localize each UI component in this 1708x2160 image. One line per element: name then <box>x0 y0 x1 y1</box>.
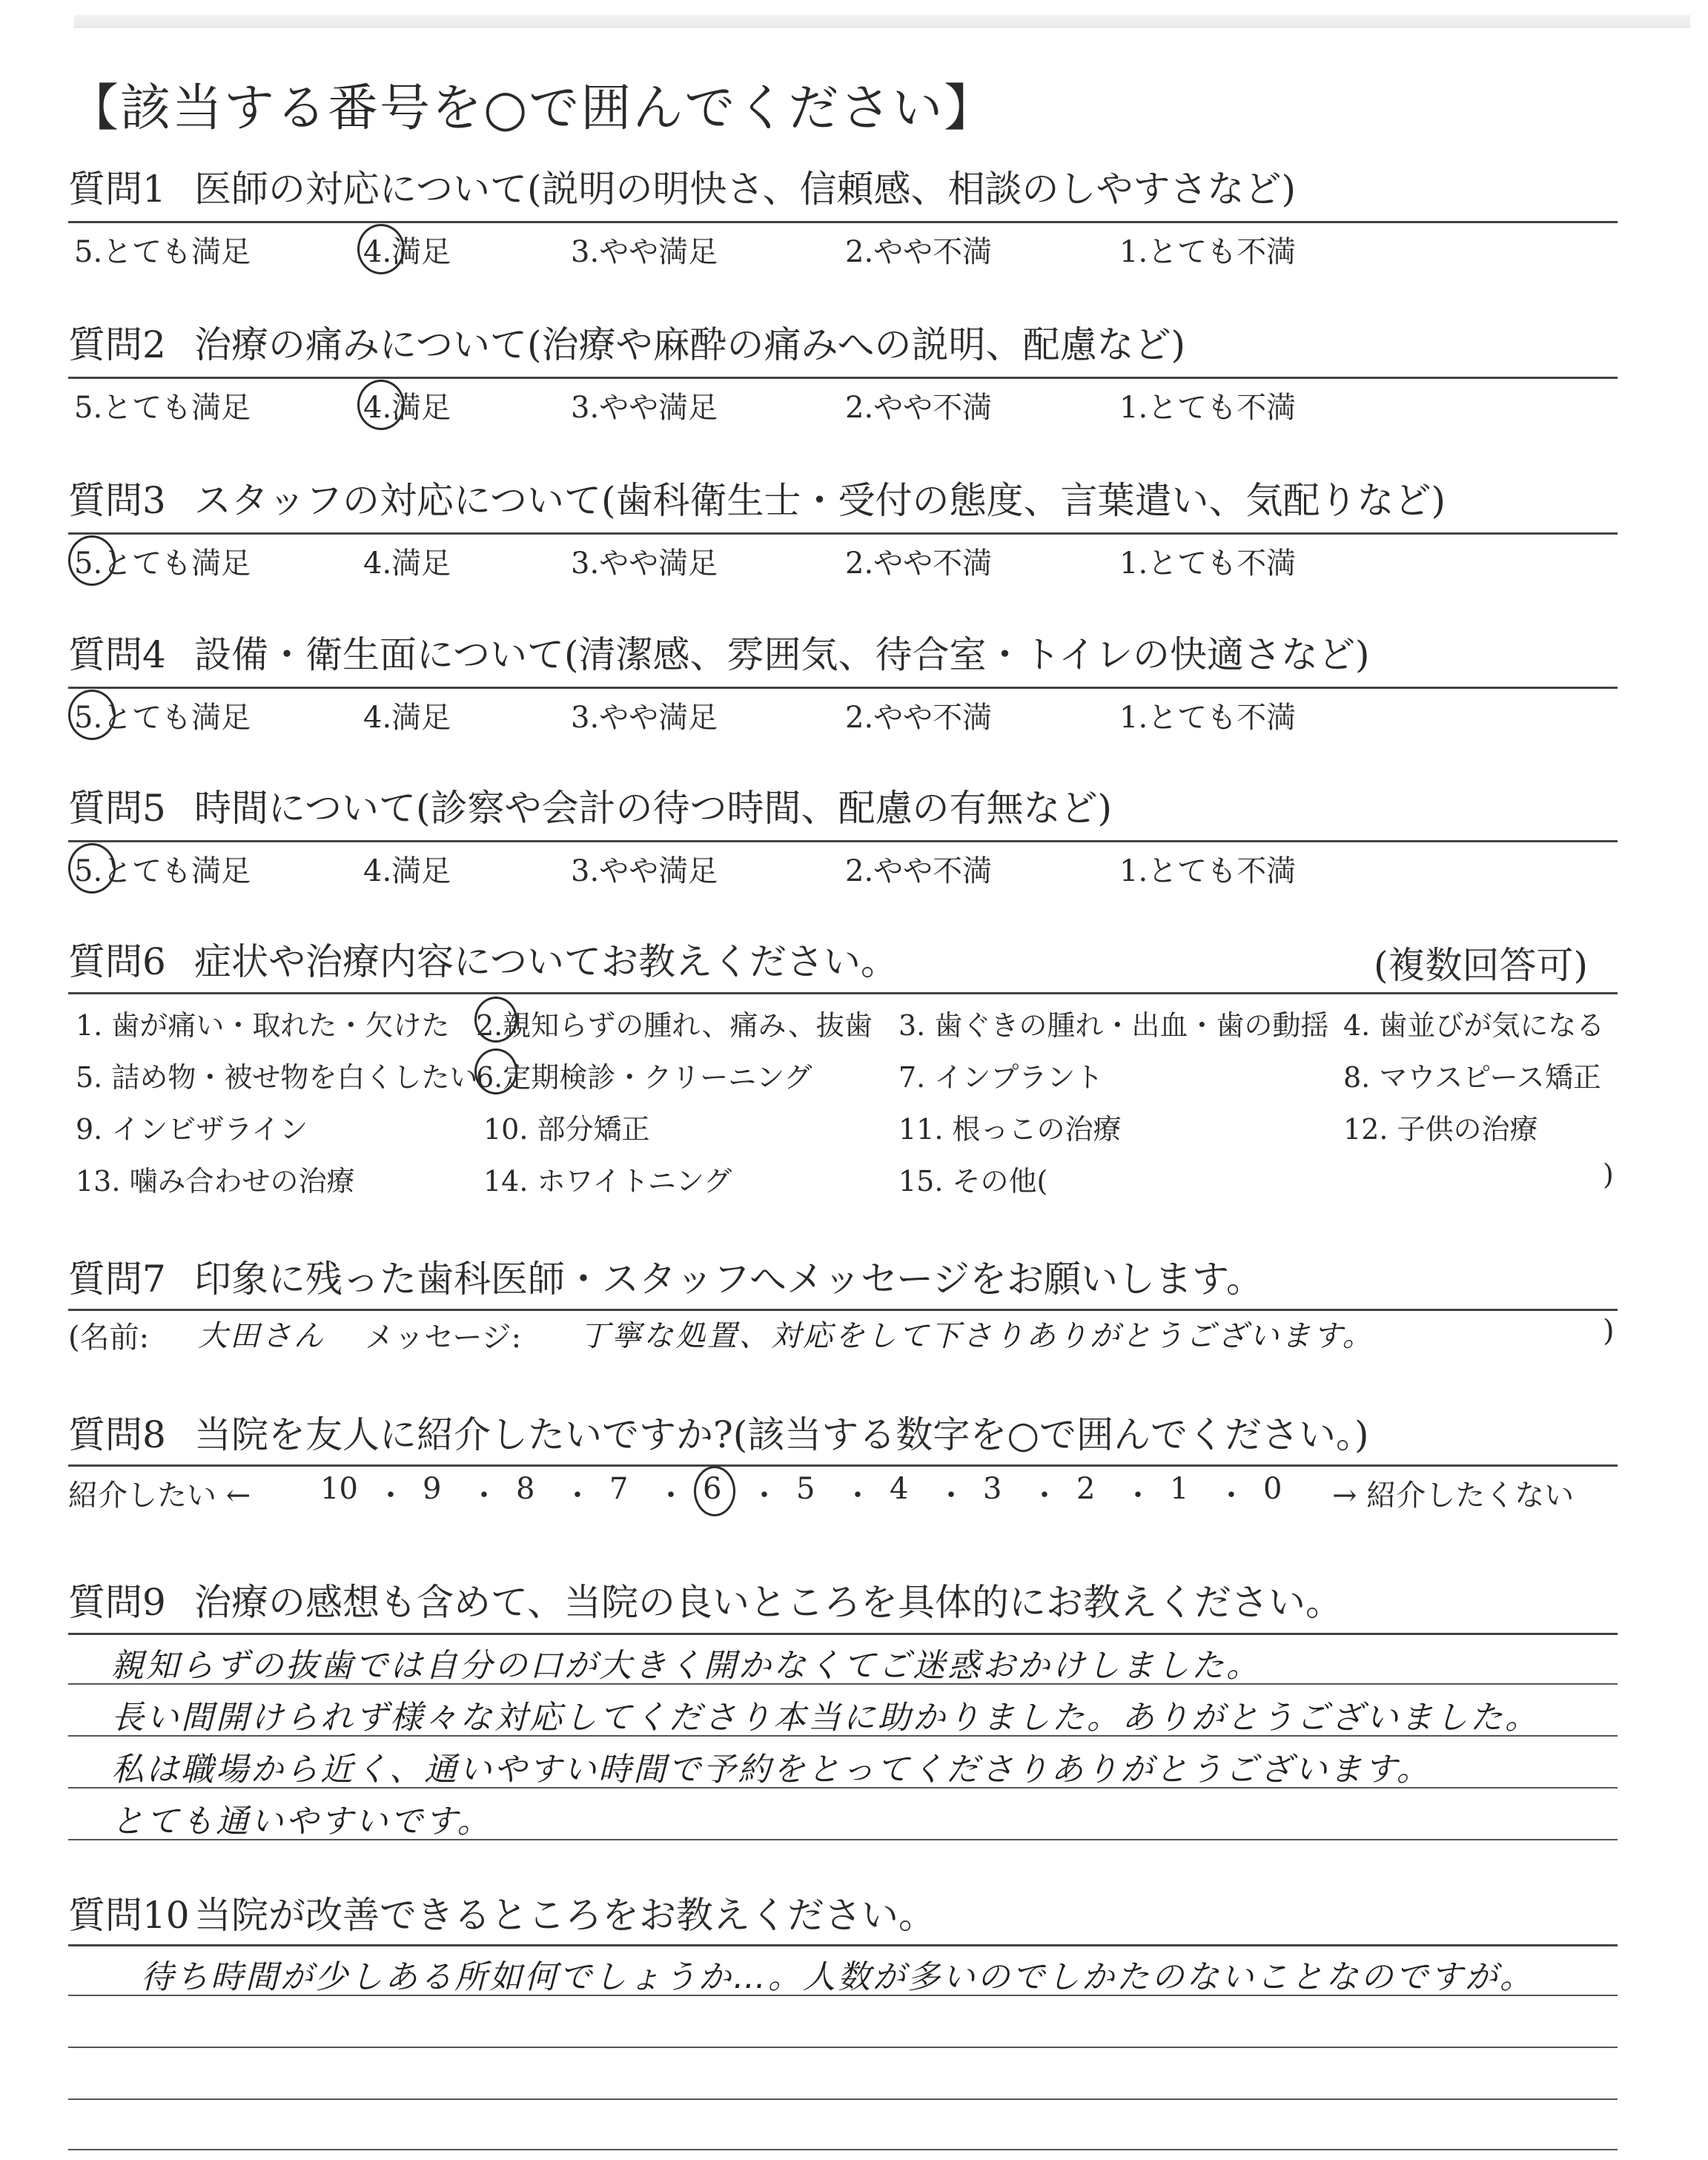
scale-separator: ・ <box>1030 1479 1059 1513</box>
rating-option[interactable]: 3.やや満足 <box>571 546 718 581</box>
rating-option[interactable]: 2.やや不満 <box>845 546 993 581</box>
question-number: 質問10 <box>68 1894 190 1937</box>
other-close-paren: ) <box>1603 1158 1614 1191</box>
scale-value[interactable]: 4 <box>890 1472 909 1506</box>
question-10 <box>68 1889 1618 1941</box>
rating-option[interactable]: 4.満足 <box>363 546 451 581</box>
q9-answer-line-3[interactable]: 私は職場から近く、通いやすい時間で予約をとってくださりありがとうございます。 <box>111 1751 1431 1789</box>
question-number: 質問6 <box>68 940 166 983</box>
symptom-option-2[interactable]: 2.親知らずの腫れ、痛み、抜歯 <box>476 1009 873 1042</box>
rating-options <box>74 694 1623 739</box>
name-value[interactable]: 大田さん <box>198 1319 325 1353</box>
message-value[interactable]: 丁寧な処置、対応をして下さりありがとうございます。 <box>580 1319 1374 1353</box>
question-5 <box>68 782 1618 834</box>
question-text: 医師の対応について(説明の明快さ、信頼感、相談のしやすさなど) <box>194 168 1297 211</box>
question-number: 質問1 <box>68 168 166 211</box>
rating-options <box>74 848 1623 892</box>
symptom-option-6[interactable]: 6.定期検診・クリーニング <box>476 1061 812 1094</box>
rating-options <box>74 540 1623 584</box>
rating-options <box>74 384 1623 429</box>
scale-separator: ・ <box>1123 1479 1153 1513</box>
name-label: (名前: <box>68 1321 150 1355</box>
question-3 <box>68 475 1618 526</box>
scale-separator: ・ <box>749 1479 779 1513</box>
symptom-option-1[interactable]: 1. 歯が痛い・取れた・欠けた <box>76 1009 450 1042</box>
scale-value[interactable]: 6 <box>703 1472 722 1506</box>
selected-option-circle <box>68 535 116 586</box>
rating-option[interactable]: 2.やや不満 <box>845 391 993 425</box>
symptom-option-14[interactable]: 14. ホワイトニング <box>483 1165 732 1198</box>
scale-separator: ・ <box>1217 1479 1246 1513</box>
question-7-rule <box>68 1309 1618 1311</box>
rating-option[interactable]: 5.とても満足 <box>74 854 251 888</box>
scale-separator: ・ <box>656 1479 686 1513</box>
selected-scale-circle <box>694 1466 735 1516</box>
rating-option[interactable]: 3.やや満足 <box>571 391 718 425</box>
question-number: 質問7 <box>68 1258 166 1301</box>
scale-value[interactable]: 5 <box>796 1472 815 1506</box>
symptom-option-9[interactable]: 9. インビザライン <box>76 1113 308 1146</box>
scale-value[interactable]: 9 <box>423 1472 442 1506</box>
symptom-option-8[interactable]: 8. マウスピース矯正 <box>1343 1061 1601 1094</box>
question-10-rule <box>68 1944 1618 1946</box>
message-row <box>68 1314 1618 1358</box>
question-text: 当院を友人に紹介したいですか?(該当する数字を○で囲んでください。) <box>194 1413 1369 1456</box>
rating-option[interactable]: 5.とても満足 <box>74 546 251 581</box>
rating-option[interactable]: 5.とても満足 <box>74 391 251 425</box>
question-text: 治療の痛みについて(治療や麻酔の痛みへの説明、配慮など) <box>194 323 1186 366</box>
symptom-option-12[interactable]: 12. 子供の治療 <box>1343 1113 1538 1146</box>
q9-answer-line-4[interactable]: とても通いやすいです。 <box>111 1803 492 1840</box>
rating-option[interactable]: 5.とても満足 <box>74 701 251 735</box>
scale-value[interactable]: 10 <box>320 1472 358 1506</box>
message-close-paren: ) <box>1603 1314 1615 1348</box>
rating-option[interactable]: 4.満足 <box>363 391 451 425</box>
message-label: メッセージ: <box>365 1321 522 1355</box>
selected-option-circle <box>68 843 116 894</box>
scale-value[interactable]: 3 <box>983 1472 1002 1506</box>
answer-line <box>68 2149 1618 2150</box>
symptom-option-4[interactable]: 4. 歯並びが気になる <box>1343 1009 1605 1042</box>
question-number: 質問4 <box>68 633 166 676</box>
symptom-options <box>68 1003 1618 1198</box>
question-text: 印象に残った歯科医師・スタッフへメッセージをお願いします。 <box>194 1258 1263 1301</box>
question-number: 質問9 <box>68 1581 166 1624</box>
scale-value[interactable]: 7 <box>609 1472 629 1506</box>
scale-value[interactable]: 0 <box>1263 1472 1282 1506</box>
scan-top-band <box>74 15 1690 28</box>
selected-option-circle <box>474 1048 517 1094</box>
rating-option[interactable]: 4.満足 <box>363 701 451 735</box>
answer-line <box>68 2047 1618 2048</box>
selected-option-circle <box>357 224 405 274</box>
question-text: 症状や治療内容についてお教えください。 <box>194 940 898 983</box>
rating-option[interactable]: 1.とても不満 <box>1119 546 1297 581</box>
question-text: スタッフの対応について(歯科衛生士・受付の態度、言葉遣い、気配りなど) <box>194 479 1446 522</box>
scale-left-label: 紹介したい ← <box>68 1479 251 1513</box>
rating-option[interactable]: 1.とても不満 <box>1119 235 1297 269</box>
scale-separator: ・ <box>469 1479 499 1513</box>
question-7 <box>68 1253 1618 1305</box>
rating-option[interactable]: 5.とても満足 <box>74 235 251 269</box>
multiple-answer-note: (複数回答可) <box>1373 944 1588 987</box>
question-3-rule <box>68 532 1618 535</box>
question-9 <box>68 1576 1618 1628</box>
scale-value[interactable]: 1 <box>1170 1472 1189 1506</box>
selected-option-circle <box>474 997 517 1043</box>
referral-scale <box>68 1472 1618 1516</box>
symptom-option-10[interactable]: 10. 部分矯正 <box>483 1113 650 1146</box>
scale-value[interactable]: 2 <box>1076 1472 1096 1506</box>
question-1 <box>68 163 1618 215</box>
symptom-option-15[interactable]: 15. その他( <box>898 1165 1048 1198</box>
question-2-rule <box>68 377 1618 379</box>
q9-answer-line-1[interactable]: 親知らずの抜歯では自分の口が大きく開かなくてご迷惑おかけしました。 <box>111 1647 1261 1685</box>
symptom-option-7[interactable]: 7. インプラント <box>898 1061 1104 1094</box>
rating-option[interactable]: 2.やや不満 <box>845 854 993 888</box>
rating-options <box>74 228 1623 273</box>
question-number: 質問2 <box>68 323 166 366</box>
answer-line <box>68 2098 1618 2100</box>
rating-option[interactable]: 4.満足 <box>363 854 451 888</box>
rating-option[interactable]: 3.やや満足 <box>571 854 718 888</box>
selected-option-circle <box>357 380 405 430</box>
q10-answer-line-1[interactable]: 待ち時間が少しある所如何でしょうか…。人数が多いのでしかたのないことなのですが。 <box>141 1958 1535 1996</box>
scale-value[interactable]: 8 <box>516 1472 535 1506</box>
selected-option-circle <box>68 690 116 740</box>
question-text: 時間について(診察や会計の待つ時間、配慮の有無など) <box>194 787 1113 830</box>
question-1-rule <box>68 221 1618 223</box>
rating-option[interactable]: 2.やや不満 <box>845 235 993 269</box>
question-number: 質問3 <box>68 479 166 522</box>
question-6-rule <box>68 992 1618 994</box>
rating-option[interactable]: 1.とても不満 <box>1119 391 1297 425</box>
q9-answer-line-2[interactable]: 長い間開けられず様々な対応してくださり本当に助かりました。ありがとうございました。 <box>111 1699 1540 1737</box>
scale-separator: ・ <box>563 1479 592 1513</box>
question-8-rule <box>68 1464 1618 1467</box>
question-4 <box>68 629 1618 681</box>
page-title: 【該当する番号を○で囲んでください】 <box>68 79 996 138</box>
question-number: 質問8 <box>68 1413 166 1456</box>
question-text: 設備・衛生面について(清潔感、雰囲気、待合室・トイレの快適さなど) <box>194 633 1370 676</box>
scale-separator: ・ <box>936 1479 966 1513</box>
scale-right-label: → 紹介したくない <box>1332 1479 1575 1513</box>
question-6 <box>68 936 1618 988</box>
rating-option[interactable]: 4.満足 <box>363 235 451 269</box>
symptom-option-3[interactable]: 3. 歯ぐきの腫れ・出血・歯の動揺 <box>898 1009 1329 1042</box>
question-8 <box>68 1409 1618 1461</box>
scale-separator: ・ <box>376 1479 406 1513</box>
question-4-rule <box>68 687 1618 689</box>
question-5-rule <box>68 840 1618 842</box>
question-text: 治療の感想も含めて、当院の良いところを具体的にお教えください。 <box>194 1581 1343 1624</box>
symptom-option-13[interactable]: 13. 噛み合わせの治療 <box>76 1165 355 1198</box>
question-9-rule <box>68 1633 1618 1635</box>
symptom-option-11[interactable]: 11. 根っこの治療 <box>898 1113 1122 1146</box>
question-number: 質問5 <box>68 787 166 830</box>
rating-option[interactable]: 3.やや満足 <box>571 701 718 735</box>
rating-option[interactable]: 3.やや満足 <box>571 235 718 269</box>
rating-option[interactable]: 1.とても不満 <box>1119 701 1297 735</box>
rating-option[interactable]: 2.やや不満 <box>845 701 993 735</box>
scale-separator: ・ <box>843 1479 873 1513</box>
rating-option[interactable]: 1.とても不満 <box>1119 854 1297 888</box>
symptom-option-5[interactable]: 5. 詰め物・被せ物を白くしたい <box>76 1061 478 1094</box>
question-2 <box>68 319 1618 371</box>
question-text: 当院が改善できるところをお教えください。 <box>194 1894 936 1937</box>
